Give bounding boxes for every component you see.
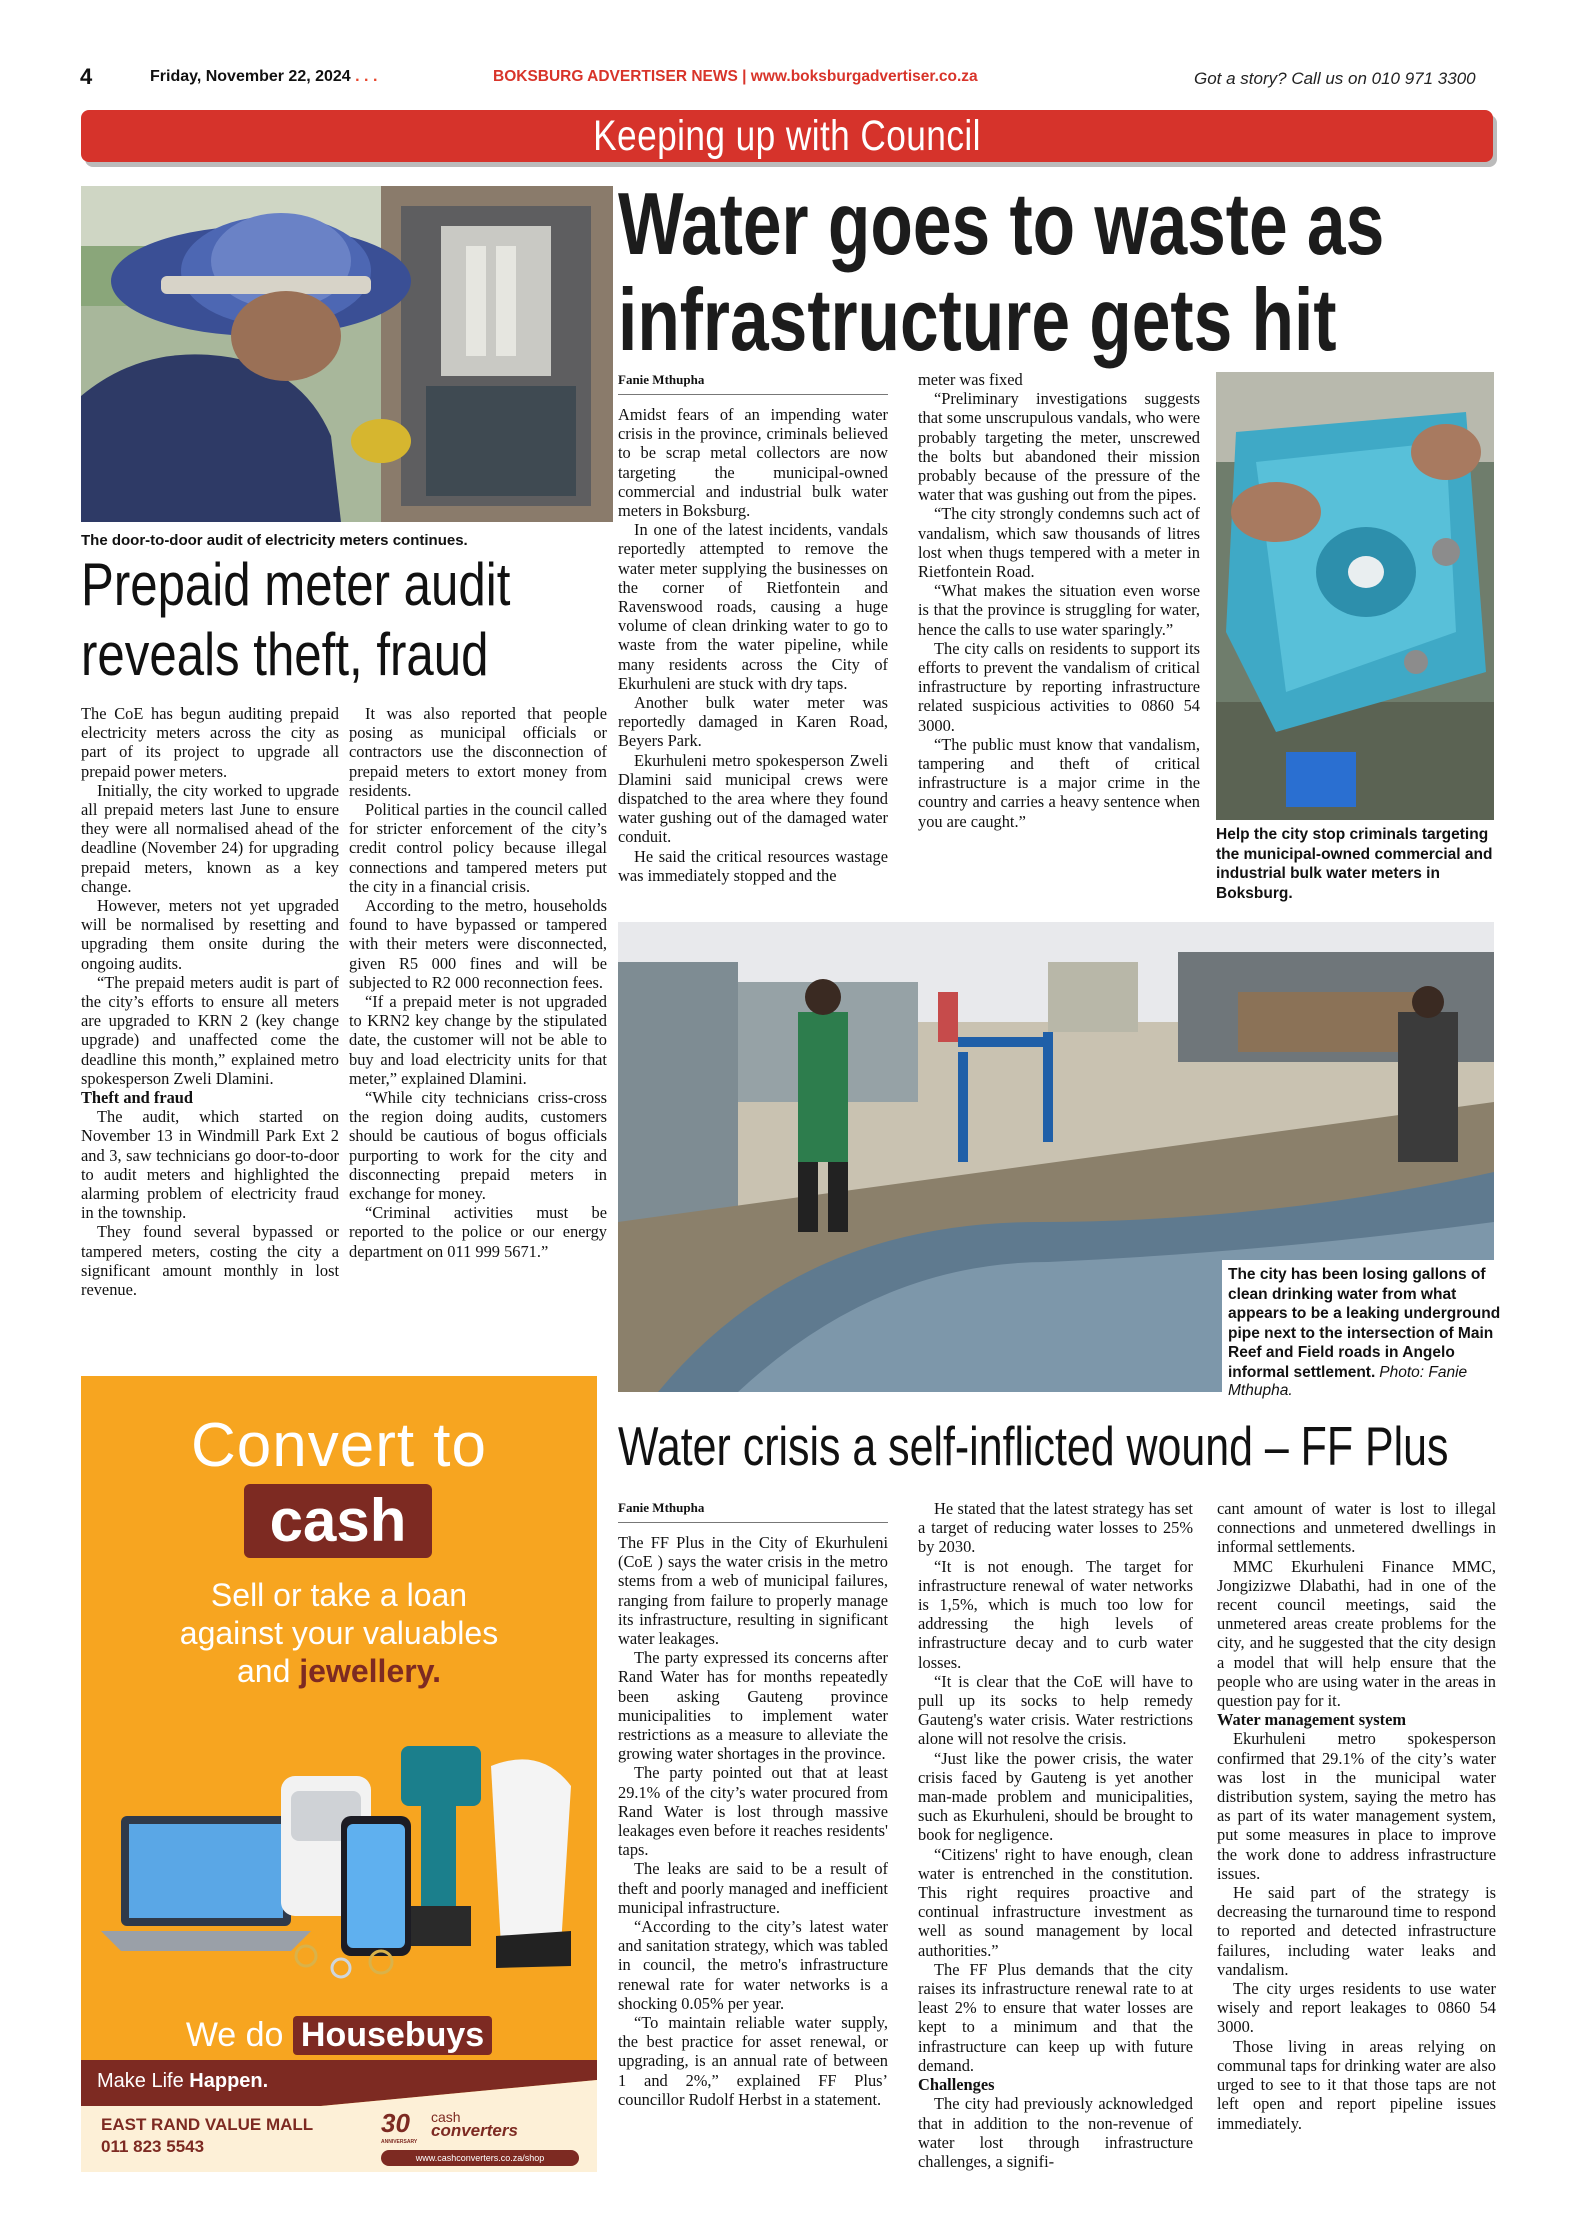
story3-c2-p3: “It is clear that the CoE will have to pull up its socks to help remedy Gauteng's water crisis. Water restrictions alone will not resolve the crisis. xyxy=(918,1671,1193,1749)
story3-challenges-subhead: Challenges xyxy=(918,2075,995,2095)
story2-headline-line2: reveals theft, fraud xyxy=(81,621,489,688)
ad-slogan-pre: Make Life xyxy=(97,2070,184,2092)
ad-cash-badge xyxy=(244,1484,432,1558)
story1-c2-p6: “The public must know that vandalism, tampering and theft of critical infrastructure is a major crime in the country and carries a heavy sentence when you are caught.” xyxy=(918,734,1200,831)
ad-we-do xyxy=(81,2016,597,2055)
water-meter-image xyxy=(1216,372,1494,820)
story2-c1-p1: The CoE has begun auditing prepaid electricity meters across the city as part of its project to upgrade all prepaid power meters. xyxy=(81,704,339,781)
water-meter-caption: Help the city stop criminals targeting the municipal-owned commercial and industrial bulk water meters in Boksburg. xyxy=(1216,826,1493,902)
story3-headline: Water crisis a self-inflicted wound – FF Plus xyxy=(618,1415,1449,1477)
publication-name: BOKSBURG ADVERTISER NEWS | www.boksburgadvertiser.co.za xyxy=(493,68,978,85)
story1-c1-p5: He said the critical resources wastage was immediately stopped and the xyxy=(618,846,888,885)
story2-subhead: Theft and fraud xyxy=(81,1088,194,1108)
story3-c1-body xyxy=(618,1533,888,2109)
story3-c3-p2: MMC Ekurhuleni Finance MMC, Jongizizwe Dlabathi, had in one of the recent council meetings, said the unmetered areas create problems for the city, and he suggested that the city design a model that will help ensure that the people who are using water in the areas in question pay for it. xyxy=(1217,1556,1496,1711)
ad-sub-line3-emph: jewellery. xyxy=(299,1653,441,1689)
story1-headline xyxy=(618,176,1498,368)
story1-byline: Fanie Mthupha xyxy=(618,372,888,395)
story2-c1-p6: They found several bypassed or tampered meters, costing the city a significant amount monthly in lost revenue. xyxy=(81,1222,339,1300)
story3-c3-p1: cant amount of water is lost to illegal connections and unmetered dwellings in informal settlements. xyxy=(1217,1499,1496,1557)
ad-brand-top: cash xyxy=(431,2109,461,2125)
ad-sub-line2: against your valuables xyxy=(179,1615,499,1651)
ad-store: EAST RAND VALUE MALL xyxy=(101,2115,314,2134)
story3-c3-p5: The city urges residents to use water wisely and report leakages to 0860 54 3000. xyxy=(1217,1979,1496,2037)
story3-c1-p1: The FF Plus in the City of Ekurhuleni (CoE ) says the water crisis in the metro stems from a web of municipal failures, ranging from failure to properly manage its infrastructure, resulting in significant water leakages. xyxy=(618,1533,888,1649)
ad-footer xyxy=(81,2106,597,2172)
issue-date xyxy=(150,68,377,86)
ad-brand-bottom: converters xyxy=(431,2121,518,2140)
page-number: 4 xyxy=(80,64,93,89)
leak-caption-box xyxy=(1222,1260,1512,1404)
story3-c2-p4: “Just like the power crisis, the water crisis faced by Gauteng is yet another man-made problem and municipalities, such as Ekurhuleni, should be brought to book for negligence. xyxy=(918,1748,1193,1845)
story1-c2-p5: The city calls on residents to support its efforts to prevent the vandalism of critical infrastructure by reporting infrastructure related suspicious activities to 0860 54 3000. xyxy=(918,638,1200,735)
story2-column-2 xyxy=(349,704,607,1261)
ad-brand xyxy=(431,2110,518,2138)
story3-byline: Fanie Mthupha xyxy=(618,1500,888,1523)
technician-image xyxy=(81,186,613,522)
ad-subline xyxy=(81,1576,597,1690)
story1-column-2 xyxy=(918,370,1200,831)
story3-c3-p6: Those living in areas relying on communal taps for drinking water are also urged to see to it that those taps are not left open and report pipeline issues immediately. xyxy=(1217,2036,1496,2133)
story2-c2-p2: Political parties in the council called for stricter enforcement of the city’s credit control policy because illegal connections and tampered meters put the city in a financial crisis. xyxy=(349,800,607,896)
leak-credit: Photo: Fanie Mthupha. xyxy=(1228,1363,1468,1399)
ad-anniv-num: 30 xyxy=(381,2108,410,2138)
story3-c1-p5: “According to the city’s latest water and sanitation strategy, which was tabled in council, the metro's infrastructure renewal rate for water networks is a shocking 0.05% per year. xyxy=(618,1917,888,2013)
ad-we-do-text: We do xyxy=(185,2016,284,2054)
story2-c1-p5: The audit, which started on November 13 in Windmill Park Ext 2 and 3, saw technicians go door-to-door to audit meters and highlighted the alarming problem of electricity fraud in the township. xyxy=(81,1107,339,1223)
story3-c1-p4: The leaks are said to be a result of theft and poorly managed and inefficient municipal infrastructure. xyxy=(618,1859,888,1917)
water-meter-photo xyxy=(1216,372,1494,820)
story2-c1-p3: However, meters not yet upgraded will be normalised by resetting and upgrading them onsite during the ongoing audits. xyxy=(81,896,339,973)
story3-column-2 xyxy=(918,1499,1193,2171)
story1-c2-p2: “Preliminary investigations suggests that some unscrupulous vandals, who were probably targeting the meter, unscrewed the bolts but abandoned their mission probably because of the pressure of the water that was gushing out from the pipes. xyxy=(918,389,1200,505)
story1-c2-p3: “The city strongly condemns such act of vandalism, which saw thousands of litres lost when thugs tempered with a meter in Rietfontein Road. xyxy=(918,504,1200,582)
story2-c1-p4: “The prepaid meters audit is part of the city’s efforts to ensure all meters are upgraded to KRN 2 (key change upgrade) and unaffected come the deadline this month,” explained metro spokesperson Zweli Dlamini. xyxy=(81,972,339,1088)
technician-photo xyxy=(81,186,613,522)
technician-caption: The door-to-door audit of electricity meters continues. xyxy=(81,532,468,549)
story3-c3-p3: Ekurhuleni metro spokesperson confirmed that 29.1% of the city’s water was lost in the municipal water distribution system, saying the metro has as part of its water management system, put some measures in place to improve the work done to address infrastructure issues. xyxy=(1217,1729,1496,1883)
story2-c2-p6: “Criminal activities must be reported to the police or our energy department on 011 999 5671.” xyxy=(349,1203,607,1261)
story1-headline-line2: infrastructure gets hit xyxy=(618,270,1337,369)
story1-headline-line1: Water goes to waste as xyxy=(618,174,1385,273)
leak-caption: The city has been losing gallons of clean drinking water from what appears to be a leaking underground pipe next to the intersection of Main Reef and Field roads in Angelo informal settlement. xyxy=(1228,1266,1501,1381)
story3-c2-p7: The city had previously acknowledged that in addition to the non-revenue of water lost through infrastructure challenges, a signifi- xyxy=(918,2094,1193,2171)
story2-c2-p1: It was also reported that people posing as municipal officials or contractors use the disconnection of prepaid meters to extort money from residents. xyxy=(349,704,607,800)
story2-c2-p5: “While city technicians criss-cross the region doing audits, customers should be cautious of bogus officials purporting to work for the city and disconnecting prepaid meters in exchange for money. xyxy=(349,1088,607,1204)
story3-c2-p5: “Citizens' right to have enough, clean water is entrenched in the constitution. This right requires proactive and continual infrastructure investment as well as sound management by local authorities.” xyxy=(918,1844,1193,1960)
ad-slogan-band xyxy=(81,2060,597,2106)
ad-url: www.cashconverters.co.za/shop xyxy=(415,2153,545,2163)
ad-anniversary xyxy=(381,2108,417,2145)
story3-c1-p2: The party expressed its concerns after Rand Water has for months repeatedly been asking Gauteng province municipalities to implement water restrictions as a measure to alleviate the growing water shortages in the province. xyxy=(618,1648,888,1764)
story2-c1-p2: Initially, the city worked to upgrade all prepaid meters last June to ensure they were all normalised ahead of the deadline (November 24) for upgrading prepaid meters, known as a key change. xyxy=(81,780,339,896)
section-banner-title: Keeping up with Council xyxy=(593,112,981,160)
ad-housebuys-badge: Housebuys xyxy=(293,2016,492,2055)
story2-headline-line1: Prepaid meter audit xyxy=(81,551,511,618)
ad-phone: 011 823 5543 xyxy=(101,2137,205,2156)
story3-c2-p1: He stated that the latest strategy has set a target of reducing water losses to 25% by 2030. xyxy=(918,1499,1193,1557)
story3-c3-p4: He said part of the strategy is decreasing the turnaround time to respond to reported and detected infrastructure failures, including water leaks and vandalism. xyxy=(1217,1883,1496,1979)
story1-c2-p4: “What makes the situation even worse is that the province is struggling for water, hence the calls to use water sparingly.” xyxy=(918,581,1200,639)
ad-slogan-emph: Happen. xyxy=(189,2070,269,2092)
ad-sub-line1: Sell or take a loan xyxy=(210,1577,468,1613)
date-text: Friday, November 22, 2024 xyxy=(150,68,351,85)
story1-c1-p2: In one of the latest incidents, vandals reportedly attempted to remove the water meter supplying the businesses on the corner of Rietfontein and Ravenswood roads, causing a huge volume of clean drinking water to go to waste from the water pipeline, while many residents across the City of Ekurhuleni are stuck with dry taps. xyxy=(618,520,888,693)
story3-c1-p3: The party pointed out that at least 29.1% of the city’s water procured from Rand Water is lost through massive leakages even before it reaches residents' taps. xyxy=(618,1763,888,1860)
story2-headline xyxy=(81,550,621,690)
story1-c2-p1: meter was fixed xyxy=(918,370,1023,389)
story3-column-1 xyxy=(618,1500,888,2109)
story3-column-3 xyxy=(1217,1499,1496,2133)
story3-c1-p6: “To maintain reliable water supply, the best practice for asset renewal, or upgrading, is an annual rate of between 1 and 2%,” explained FF Plus’ councillor Rudolf Herbst in a statement. xyxy=(618,2013,888,2109)
ad-slogan xyxy=(97,2070,268,2093)
date-dots: . . . xyxy=(355,68,378,85)
ad-sub-line3 xyxy=(81,1652,597,1690)
ad-anniv-label: ANNIVERSARY xyxy=(381,2139,418,2145)
story1-c1-p4: Ekurhuleni metro spokesperson Zweli Dlamini said municipal crews were dispatched to the area where they found water gushing out of the damaged water conduit. xyxy=(618,750,888,847)
story1-c1-p1: Amidst fears of an impending water crisis in the province, criminals believed to be scrap metal collectors are now targeting the municipal-owned commercial and industrial bulk water meters in Boksburg. xyxy=(618,405,888,521)
story3-water-subhead: Water management system xyxy=(1217,1710,1407,1730)
tip-line: Got a story? Call us on 010 971 3300 xyxy=(1194,69,1476,88)
ad-sub-line3-pre: and xyxy=(237,1653,291,1689)
story1-c1-body xyxy=(618,405,888,885)
ad-url-pill xyxy=(381,2150,579,2166)
section-banner xyxy=(81,110,1493,162)
story3-c2-p6: The FF Plus demands that the city raises its infrastructure renewal rate to at least 2% to ensure that water losses are kept to a minimum and that the infrastructure can keep up with future demand. xyxy=(918,1959,1193,2075)
story2-column-1 xyxy=(81,704,339,1299)
cash-converters-ad xyxy=(81,1376,597,2172)
story3-c2-p2: “It is not enough. The target for infrastructure renewal of water networks is 1,5%, which is much too low for addressing the high levels of infrastructure decay and to curb water losses. xyxy=(918,1556,1193,1672)
ad-products-illustration xyxy=(101,1706,581,1996)
ad-cash-text: cash xyxy=(269,1487,407,1554)
story1-column-1 xyxy=(618,372,888,885)
story1-c1-p3: Another bulk water meter was reportedly damaged in Karen Road, Beyers Park. xyxy=(618,693,888,751)
story2-c2-p3: According to the metro, households found to have bypassed or tampered with their meters were disconnected, given R5 000 fines and will be subjected to R2 000 reconnection fees. xyxy=(349,896,607,992)
story2-c2-p4: “If a prepaid meter is not upgraded to KRN2 key change by the stipulated date, the customer will not be able to buy and load electricity units for that meter,” explained Dlamini. xyxy=(349,992,607,1088)
ad-headline: Convert to xyxy=(190,1411,488,1480)
